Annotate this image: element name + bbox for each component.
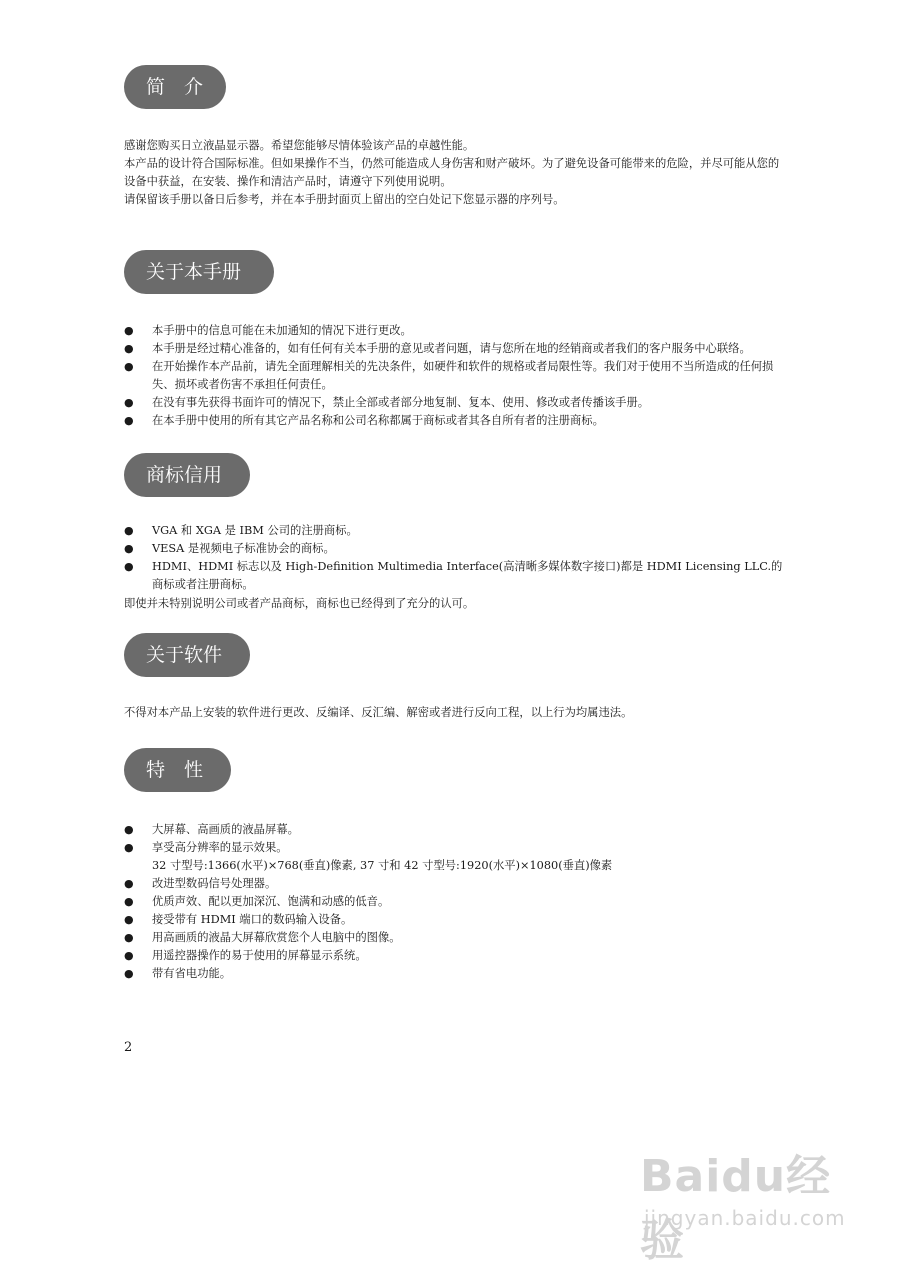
list-item: ● 接受带有 HDMI 端口的数码输入设备。 [124,911,784,929]
bullet-icon: ● [124,414,134,427]
list-item: ● 本手册是经过精心准备的，如有任何有关本手册的意见或者问题，请与您所在地的经销商或者我们的客户服务中心联络。 [124,340,784,358]
baidu-watermark [640,1140,860,1266]
bullet-icon: ● [124,949,134,962]
bullet-icon: ● [124,823,134,836]
section-title-trademarks: 商标信用 [124,453,250,497]
bullet-icon: ● [124,841,134,854]
bullet-icon: ● [124,877,134,890]
list-item: ● 用高画质的液晶大屏幕欣赏您个人电脑中的图像。 [124,929,784,947]
trademarks-list [124,522,784,594]
bullet-icon: ● [124,360,134,373]
software-paragraph: 不得对本产品上安装的软件进行更改、反编译、反汇编、解密或者进行反向工程，以上行为均属违法。 [124,706,633,719]
list-item: ● 大屏幕、高画质的液晶屏幕。 [124,821,784,839]
list-item: ● 优质声效、配以更加深沉、饱满和动感的低音。 [124,893,784,911]
bullet-icon: ● [124,967,134,980]
list-item: ● 改进型数码信号处理器。 [124,875,784,893]
list-item: ● 在本手册中使用的所有其它产品名称和公司名称都属于商标或者其各自所有者的注册商标。 [124,412,784,430]
features-list [124,821,784,983]
list-item: ● VESA 是视频电子标准协会的商标。 [124,540,784,558]
section-title-about-manual: 关于本手册 [124,250,274,294]
watermark-logo: Baidu经验 [640,1151,832,1266]
section-title-features: 特 性 [124,748,231,792]
bullet-icon: ● [124,396,134,409]
bullet-icon: ● [124,342,134,355]
list-item: ● 本手册中的信息可能在未加通知的情况下进行更改。 [124,322,784,340]
bullet-icon: ● [124,542,134,555]
list-item: ● 在没有事先获得书面许可的情况下，禁止全部或者部分地复制、复本、使用、修改或者传播该手册。 [124,394,784,412]
about-manual-list [124,322,784,430]
section-title-intro: 简 介 [124,65,226,109]
section-title-software: 关于软件 [124,633,250,677]
list-item: ● 享受高分辨率的显示效果。 32 寸型号:1366(水平)×768(垂直)像素, 37 寸和 42 寸型号:1920(水平)×1080(垂直)像素 [124,839,784,875]
list-item: ● VGA 和 XGA 是 IBM 公司的注册商标。 [124,522,784,540]
intro-line: 请保留该手册以备日后参考，并在本手册封面页上留出的空白处记下您显示器的序列号。 [124,193,565,206]
bullet-icon: ● [124,324,134,337]
list-item: ● 用遥控器操作的易于使用的屏幕显示系统。 [124,947,784,965]
bullet-icon: ● [124,560,134,573]
bullet-icon: ● [124,895,134,908]
page-number: 2 [124,1040,133,1055]
list-item: ● 在开始操作本产品前，请先全面理解相关的先决条件，如硬件和软件的规格或者局限性等。我们对于使用不当所造成的任何损失、损坏或者伤害不承担任何责任。 [124,360,774,391]
list-item: ● HDMI、HDMI 标志以及 High-Definition Multimedia Interface(高清晰多媒体数字接口)都是 HDMI Licensing LLC.的商标或者注册商标。 [124,560,783,591]
bullet-icon: ● [124,913,134,926]
intro-line: 感谢您购买日立液晶显示器。希望您能够尽情体验该产品的卓越性能。 [124,139,475,152]
bullet-icon: ● [124,931,134,944]
trademarks-note: 即使并未特别说明公司或者产品商标，商标也已经得到了充分的认可。 [124,597,475,610]
intro-line: 本产品的设计符合国际标准。但如果操作不当，仍然可能造成人身伤害和财产破坏。为了避免设备可能带来的危险，并尽可能从您的设备中获益，在安装、操作和清洁产品时，请遵守下列使用说明。 [124,157,780,188]
bullet-icon: ● [124,524,134,537]
list-item: ● 带有省电功能。 [124,965,784,983]
resolution-detail: 32 寸型号:1366(水平)×768(垂直)像素, 37 寸和 42 寸型号:1920(水平)×1080(垂直)像素 [152,859,613,872]
watermark-url: jingyan.baidu.com [644,1206,846,1230]
intro-paragraph [124,137,784,209]
